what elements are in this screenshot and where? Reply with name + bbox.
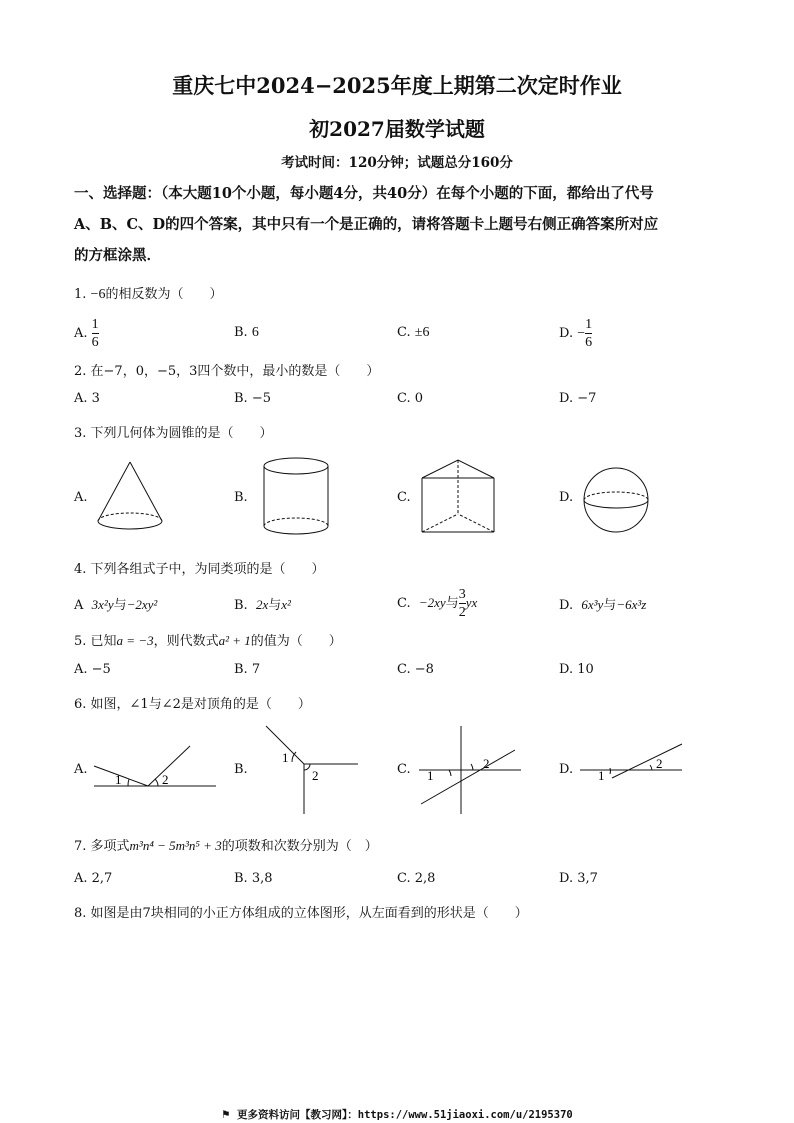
angle-figure-b (262, 722, 362, 816)
q3-option-d-label[interactable]: D. (559, 490, 574, 505)
q4-option-d[interactable]: D. 6x³y与−6x³z (559, 597, 647, 613)
angle-d-2: 2 (656, 756, 663, 771)
q1-option-c[interactable]: C. ±6 (397, 325, 430, 340)
sphere-figure (580, 464, 652, 536)
q2-option-a[interactable]: A. 3 (74, 391, 100, 406)
q6-option-d-label[interactable]: D. (559, 762, 574, 777)
q2-option-d[interactable]: D. −7 (559, 391, 597, 406)
question-7-stem: 7. 多项式m³n⁴ − 5m³n⁵ + 3的项数和次数分别为（ ） (74, 838, 378, 854)
footer-link[interactable]: ⚑ 更多资料访问【教习网】：https://www.51jiaoxi.com/u/2195370 (221, 1109, 573, 1121)
angle-a-2: 2 (162, 772, 169, 787)
q5-option-c[interactable]: C. −8 (397, 662, 434, 677)
angle-c-2: 2 (483, 756, 490, 771)
page-title: 重庆七中2024−2025年度上期第二次定时作业 (172, 73, 622, 98)
q7-option-b[interactable]: B. 3,8 (234, 871, 273, 886)
q7-option-d[interactable]: D. 3,7 (559, 871, 598, 886)
q1-option-a[interactable]: A. $\frac{1}{6}$ (74, 317, 99, 350)
question-3-stem: 3. 下列几何体为圆锥的是（ ） (74, 426, 273, 441)
question-6-stem: 6. 如图，∠1与∠2是对顶角的是（ ） (74, 697, 311, 712)
section-instructions (74, 178, 724, 271)
q7-option-a[interactable]: A. 2,7 (74, 871, 113, 886)
flag-icon: ⚑ (221, 1109, 231, 1121)
q3-option-c-label[interactable]: C. (397, 490, 411, 505)
question-1-stem: 1. −6的相反数为（ ） (74, 287, 223, 302)
q1-option-b[interactable]: B. 6 (234, 325, 259, 340)
q3-option-a-label[interactable]: A. (74, 490, 88, 505)
cone-figure (92, 458, 170, 534)
question-4-stem: 4. 下列各组式子中，为同类项的是（ ） (74, 562, 325, 577)
q2-option-b[interactable]: B. −5 (234, 391, 271, 406)
angle-figure-c (415, 722, 525, 816)
q5-option-b[interactable]: B. 7 (234, 662, 261, 677)
q5-option-a[interactable]: A. −5 (74, 662, 111, 677)
angle-figure-a (90, 740, 220, 796)
question-5-stem: 5. 已知a = −3，则代数式a² + 1的值为（ ） (74, 633, 342, 649)
angle-figure-d (576, 738, 688, 788)
q2-option-c[interactable]: C. 0 (397, 391, 424, 406)
angle-a-1: 1 (115, 772, 122, 787)
q7-option-c[interactable]: C. 2,8 (397, 871, 436, 886)
angle-b-2: 2 (312, 768, 319, 783)
q5-option-d[interactable]: D. 10 (559, 662, 594, 677)
q6-option-b-label[interactable]: B. (234, 762, 248, 777)
page-subtitle: 初2027届数学试题 (309, 117, 485, 141)
q4-option-c[interactable]: C. −2xy与 $\frac{3}{2}$ yx (397, 587, 478, 620)
q6-option-c-label[interactable]: C. (397, 762, 411, 777)
q4-option-a[interactable]: A 3x²y与−2xy² (74, 597, 158, 613)
q1-option-d[interactable]: D. − $\frac{1}{6}$ (559, 317, 593, 350)
angle-d-1: 1 (598, 768, 605, 783)
q1-a-fraction: $\frac{1}{6}$ (91, 317, 99, 350)
section-line-1: 一、选择题：（本大题10个小题，每小题4分，共40分）在每个小题的下面，都给出了代号 (74, 185, 654, 202)
q4-option-b[interactable]: B. 2x与x² (234, 597, 291, 613)
question-2-stem: 2. 在−7，0，−5，3四个数中，最小的数是（ ） (74, 364, 380, 379)
angle-c-1: 1 (427, 768, 434, 783)
q6-option-a-label[interactable]: A. (74, 762, 88, 777)
section-line-2: A、B、C、D的四个答案，其中只有一个是正确的，请将答题卡上题号右侧正确答案所对应 (74, 216, 659, 233)
exam-info: 考试时间：120分钟；试题总分160分 (281, 155, 513, 171)
angle-b-1: 1 (282, 750, 289, 765)
q3-option-b-label[interactable]: B. (234, 490, 248, 505)
question-8-stem: 8. 如图是由7块相同的小正方体组成的立体图形，从左面看到的形状是（ ） (74, 906, 528, 921)
prism-figure (418, 456, 498, 538)
q1-d-fraction: $\frac{1}{6}$ (585, 317, 593, 350)
section-line-3: 的方框涂黑． (74, 247, 161, 264)
q1-expr: −6 (90, 287, 106, 302)
cylinder-figure (260, 454, 332, 538)
